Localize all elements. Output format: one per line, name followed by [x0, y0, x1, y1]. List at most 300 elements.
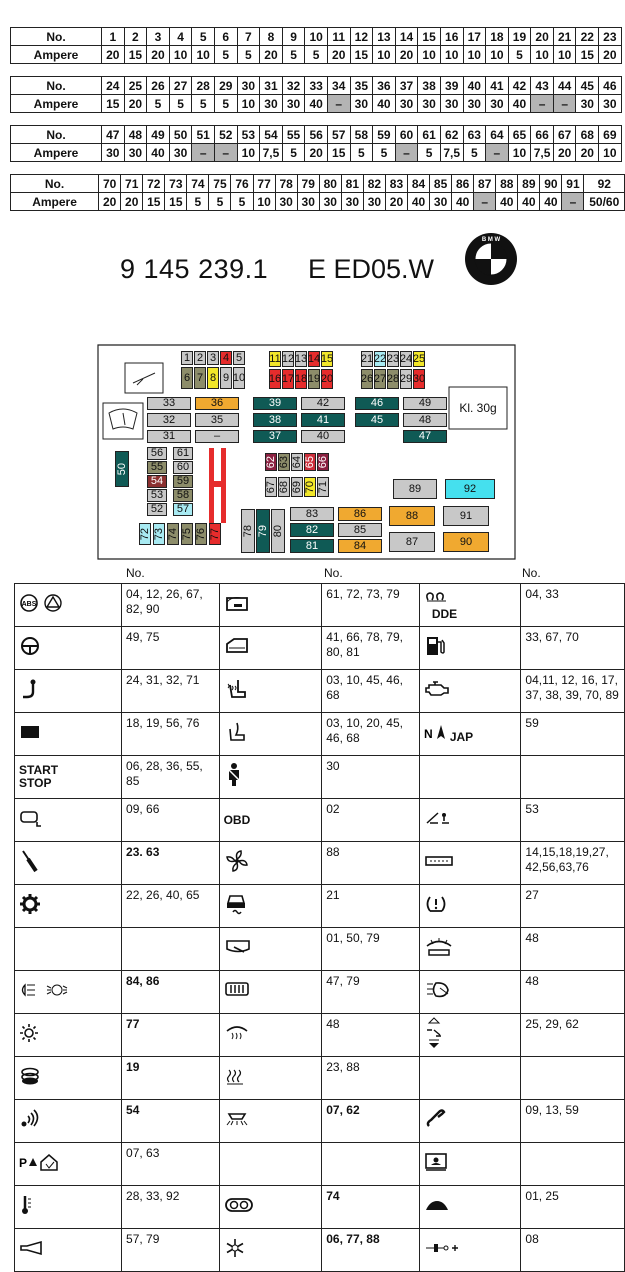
table-row [15, 756, 625, 799]
fuse-1 [181, 351, 193, 365]
ampere-cell: 5 [282, 46, 305, 64]
ampere-cell: 30 [282, 95, 305, 113]
temperature-icon [19, 1193, 35, 1221]
ampere-cell: 30 [350, 95, 373, 113]
fuse-35 [195, 413, 239, 427]
fuse-label: 89 [408, 482, 422, 495]
fuse-72 [139, 523, 151, 545]
fuse-number-cell: 29 [214, 77, 237, 95]
ampere-label: Ampere [11, 193, 99, 211]
steering-wheel-icon [19, 635, 41, 661]
table-row [15, 713, 625, 756]
function-icon-cell [219, 1186, 322, 1229]
fuse-number-cell: 39 [440, 77, 463, 95]
fuse-number-cell: 35 [350, 77, 373, 95]
fuse-list-cell: 23. 63 [122, 842, 220, 885]
fuse-list-cell: 48 [322, 1014, 420, 1057]
fuse-label: 4 [222, 351, 230, 364]
fuse-number-cell: 28 [192, 77, 215, 95]
fuse-label: 72 [138, 527, 151, 541]
ampere-cell: 20 [99, 193, 121, 211]
fuse-number-cell: 50 [169, 126, 192, 144]
table-row [15, 1057, 625, 1100]
fuse-number-cell: 74 [187, 175, 209, 193]
ampere-cell: 20 [121, 193, 143, 211]
ac-icon [224, 1237, 246, 1263]
ampere-cell: 30 [463, 95, 486, 113]
function-icon-cell [419, 842, 521, 885]
fan-icon [224, 849, 250, 877]
fuse-label: 49 [418, 397, 432, 409]
kl-30g-label: Kl. 30g [459, 401, 497, 415]
table-row [15, 627, 625, 670]
fuse-65 [304, 453, 316, 471]
ampere-cell: 20 [576, 144, 599, 162]
fuse-label: 56 [150, 447, 164, 459]
fuse-28 [387, 369, 399, 389]
fuse-12 [282, 351, 294, 367]
ampere-cell: 20 [385, 193, 407, 211]
fuse-label: 60 [176, 461, 190, 473]
fuse-63 [278, 453, 290, 471]
fuel-pump-icon [424, 634, 446, 662]
door-lock-icon [224, 593, 250, 617]
fuse-list-cell: 04, 33 [521, 584, 625, 627]
ampere-cell: 30 [124, 144, 147, 162]
fuse-number-cell: 20 [531, 28, 554, 46]
fuse-83 [290, 507, 334, 521]
function-icon-cell [15, 670, 122, 713]
fuse-number-cell: 82 [363, 175, 385, 193]
fuse-number-cell: 59 [373, 126, 396, 144]
fuse-3 [207, 351, 219, 365]
fuse-label: 90 [459, 535, 473, 548]
fuse-label: 80 [271, 524, 284, 538]
fuse-number-cell: 37 [395, 77, 418, 95]
ampere-cell: 5 [214, 95, 237, 113]
fuse-30 [413, 369, 425, 389]
fuse-53 [147, 489, 167, 502]
fuse-label: 71 [316, 480, 329, 494]
fuse-number-cell: 5 [192, 28, 215, 46]
ampere-cell: 20 [260, 46, 283, 64]
bmw-logo [464, 232, 518, 286]
fuse-list-cell: 21 [322, 885, 420, 928]
fuse-number-cell: 80 [319, 175, 341, 193]
fuse-list-cell: 06, 77, 88 [322, 1229, 420, 1272]
function-icon-cell [419, 1186, 521, 1229]
fuse-number-cell: 70 [99, 175, 121, 193]
fuse-79 [256, 509, 270, 553]
ampere-cell: 5 [237, 46, 260, 64]
fuse-number-cell: 31 [260, 77, 283, 95]
park-distance-icon [19, 1152, 75, 1176]
ampere-cell: 7,5 [440, 144, 463, 162]
ampere-cell: 30 [363, 193, 385, 211]
fuse-10 [233, 367, 245, 389]
window-icon [224, 636, 250, 660]
fuse-list-cell: 53 [521, 799, 625, 842]
ampere-cell: 5 [187, 193, 209, 211]
fuse-number-cell: 58 [350, 126, 373, 144]
fuse-label: 61 [176, 447, 190, 459]
svg-text:P: P [19, 1156, 28, 1170]
ampere-cell: 15 [350, 46, 373, 64]
fuse-list-cell: 19 [122, 1057, 220, 1100]
part-number: 9 145 239.1 [120, 254, 269, 284]
fuse-label: 83 [305, 507, 319, 520]
fuse-list-cell: 14,15,18,19,27, 42,56,63,76 [521, 842, 625, 885]
fuse-20 [321, 369, 333, 389]
fuse-14 [308, 351, 320, 367]
fuse-list-cell [122, 928, 220, 971]
table-row [15, 1143, 625, 1186]
fuse-label: 36 [210, 397, 224, 409]
fuse-number-cell: 78 [275, 175, 297, 193]
fuse-list-cell: 77 [122, 1014, 220, 1057]
fuse-38 [253, 413, 297, 427]
ampere-cell: 30 [418, 95, 441, 113]
fuse-list-cell: 08 [521, 1229, 625, 1272]
ampere-cell: – [214, 144, 237, 162]
function-icon-cell [419, 799, 521, 842]
fuse-label: 39 [268, 397, 282, 409]
fuse-21 [361, 351, 373, 367]
fuse-label: 54 [150, 475, 164, 487]
fuse-label: 12 [281, 352, 295, 365]
fuse-label: 50 [115, 462, 128, 476]
fuse-19 [308, 369, 320, 389]
fuse-number-cell: 16 [440, 28, 463, 46]
fuse-77 [209, 523, 221, 545]
column-header-2: No. [324, 566, 343, 580]
ampere-cell: 30 [260, 95, 283, 113]
fuse-number-cell: 23 [599, 28, 622, 46]
fuse-list-cell: 88 [322, 842, 420, 885]
fuse-16 [269, 369, 281, 389]
ampere-cell: 30 [275, 193, 297, 211]
fuse-88 [389, 506, 435, 526]
fuse-57 [173, 503, 193, 516]
fuse-11 [269, 351, 281, 367]
ampere-cell: – [474, 193, 496, 211]
ampere-cell: 5 [169, 95, 192, 113]
fuse-number-cell: 76 [231, 175, 253, 193]
fuse-list-cell: 47, 79 [322, 971, 420, 1014]
interior-light-icon [224, 1111, 250, 1131]
fuse-list-cell: 24, 31, 32, 71 [122, 670, 220, 713]
fuse-label: 20 [320, 372, 334, 385]
fuse-label: 88 [405, 509, 419, 522]
ampere-cell: 10 [192, 46, 215, 64]
ampere-cell: 15 [165, 193, 187, 211]
fuse-label: 15 [320, 352, 334, 365]
fuse-76 [195, 523, 207, 545]
fuse-number-cell: 12 [350, 28, 373, 46]
table-row [15, 584, 625, 627]
fuse-list-cell: 01, 25 [521, 1186, 625, 1229]
ampere-label: Ampere [11, 46, 102, 64]
fuse-26 [361, 369, 373, 389]
ampere-cell: 5 [305, 46, 328, 64]
function-icon-cell [219, 1057, 322, 1100]
fuse-29 [400, 369, 412, 389]
fuse-label: 66 [316, 455, 329, 469]
fuse-label: 52 [150, 503, 164, 515]
function-icon-cell [219, 928, 322, 971]
seat-heating-icon [224, 677, 248, 705]
fuse-73 [153, 523, 165, 545]
function-icon-cell [15, 1057, 122, 1100]
fuse-71 [317, 477, 329, 497]
fuse-7 [194, 367, 206, 389]
fuse-label: 84 [353, 539, 367, 552]
fuse-label: 92 [463, 482, 477, 495]
rear-wiper-icon [224, 937, 252, 961]
ampere-cell: 5 [373, 144, 396, 162]
ampere-cell: 5 [231, 193, 253, 211]
horn-stand-icon [424, 810, 454, 830]
fuse-75 [181, 523, 193, 545]
fuse-label: 46 [370, 397, 384, 409]
fuse-label: 26 [360, 372, 374, 385]
ampere-cell: 7,5 [531, 144, 554, 162]
fuse-4 [220, 351, 232, 365]
seatbelt-icon [224, 762, 244, 792]
ampere-cell: 10 [599, 144, 622, 162]
function-icon-cell [219, 756, 322, 799]
fuse-number-cell: 9 [282, 28, 305, 46]
fuse-list-cell [322, 1143, 420, 1186]
sunroof-icon [424, 1016, 444, 1054]
ampere-cell: 5 [508, 46, 531, 64]
fuse-number-cell: 85 [430, 175, 452, 193]
fuse-list-cell [521, 1057, 625, 1100]
fuse-label: 7 [196, 371, 204, 384]
fuse-number-cell: 2 [124, 28, 147, 46]
fuse-48 [403, 413, 447, 427]
monitor-icon [424, 1152, 448, 1176]
fuse-number-cell: 1 [102, 28, 125, 46]
fuse-label: 70 [303, 480, 316, 494]
function-icon-cell [15, 1014, 122, 1057]
amp-table-2 [10, 76, 622, 113]
ampere-cell: 30 [599, 95, 622, 113]
fuse-8 [207, 367, 219, 389]
ampere-cell: – [192, 144, 215, 162]
function-icon-cell [419, 584, 521, 627]
fuse-number-cell: 68 [576, 126, 599, 144]
fuse-9 [220, 367, 232, 389]
ampere-cell: 20 [102, 46, 125, 64]
fuse-39 [253, 397, 297, 410]
ampere-cell: 50/60 [584, 193, 625, 211]
ampere-cell: 10 [418, 46, 441, 64]
front-defrost-icon [224, 1022, 250, 1048]
fuse-label: 87 [405, 535, 419, 548]
fuse-list-cell: 07, 63 [122, 1143, 220, 1186]
fuse-label: 17 [281, 372, 295, 385]
fuse-number-cell: 8 [260, 28, 283, 46]
table-row [15, 1014, 625, 1057]
fuse-90 [443, 532, 489, 552]
fuse-label: 79 [256, 524, 269, 538]
fuse-label: 1 [183, 351, 191, 364]
ampere-cell: 5 [463, 144, 486, 162]
fuse-number-cell: 83 [385, 175, 407, 193]
fuse-80 [271, 509, 285, 553]
function-icon-cell [419, 1057, 521, 1100]
function-icon-cell [419, 971, 521, 1014]
fuse-number-cell: 86 [452, 175, 474, 193]
function-icon-cell [419, 670, 521, 713]
fuse-list-cell: 27 [521, 885, 625, 928]
ampere-cell: 20 [599, 46, 622, 64]
logo-text: B M W [481, 237, 501, 243]
ampere-cell: 40 [508, 95, 531, 113]
fuse-label: 2 [196, 351, 204, 364]
fuse-label: 3 [209, 351, 217, 364]
fuse-27 [374, 369, 386, 389]
function-icon-cell [15, 1229, 122, 1272]
fuse-label: 32 [162, 413, 176, 426]
svg-text:ABS: ABS [21, 601, 37, 608]
icon-caption: START STOP [19, 762, 59, 790]
fuse-number-cell: 52 [214, 126, 237, 144]
function-icon-cell [419, 1100, 521, 1143]
function-icon-cell [15, 799, 122, 842]
fuse-2 [194, 351, 206, 365]
fuse-number-cell: 13 [373, 28, 396, 46]
ampere-cell: 5 [418, 144, 441, 162]
function-icon-cell [219, 584, 322, 627]
fuse-label: 91 [459, 509, 473, 522]
fuse-58 [173, 489, 193, 502]
fuse-69 [291, 477, 303, 497]
fuse-62 [265, 453, 277, 471]
fuse-number-cell: 84 [407, 175, 429, 193]
function-icon-cell [15, 1186, 122, 1229]
fuse-92 [445, 479, 495, 499]
fuse-list-cell: 41, 66, 78, 79, 80, 81 [322, 627, 420, 670]
fuse-42 [301, 397, 345, 410]
fuse-number-cell: 54 [260, 126, 283, 144]
no-label: No. [11, 77, 102, 95]
fuse-label: 24 [399, 352, 413, 365]
fuse-number-cell: 90 [540, 175, 562, 193]
ampere-cell: 20 [124, 95, 147, 113]
fuse-label: 31 [162, 430, 176, 442]
fuse-label: 6 [183, 371, 191, 384]
fuse-list-cell: 59 [521, 713, 625, 756]
fuse-number-cell: 67 [553, 126, 576, 144]
svg-text:N: N [423, 727, 433, 741]
fuse-list-cell: 61, 72, 73, 79 [322, 584, 420, 627]
ampere-cell: 10 [531, 46, 554, 64]
fuse-number-cell: 64 [486, 126, 509, 144]
table-row [15, 928, 625, 971]
ampere-cell: 30 [430, 193, 452, 211]
ampere-cell: 20 [553, 144, 576, 162]
fuse-list-cell [521, 1143, 625, 1186]
ampere-cell: 30 [102, 144, 125, 162]
ampere-cell: 40 [518, 193, 540, 211]
fuse-label: 11 [269, 352, 281, 365]
fuse-label: 63 [277, 455, 290, 469]
fuse-45 [355, 413, 399, 427]
fuse-68 [278, 477, 290, 497]
fuse-52 [147, 503, 167, 516]
fuse-number-cell: 53 [237, 126, 260, 144]
table-row [15, 885, 625, 928]
fuse-label: 16 [268, 372, 282, 385]
fuse-list-cell: 57, 79 [122, 1229, 220, 1272]
fuse-label: 10 [232, 371, 246, 384]
socket-icon [424, 1242, 460, 1258]
fuse-label: 55 [150, 461, 164, 473]
ampere-cell: 10 [237, 144, 260, 162]
fuse-84 [338, 539, 382, 553]
fuse-list-cell: 07, 62 [322, 1100, 420, 1143]
fuse-label: 28 [386, 372, 400, 385]
fuse-number-cell: 77 [253, 175, 275, 193]
ampere-cell: 30 [576, 95, 599, 113]
function-icon-cell [15, 885, 122, 928]
fuse-66 [317, 453, 329, 471]
fuse-number-cell: 87 [474, 175, 496, 193]
ampere-cell: 30 [486, 95, 509, 113]
ampere-cell: 5 [282, 144, 305, 162]
fuse-78 [241, 509, 255, 553]
table-row [15, 1100, 625, 1143]
fuse-label: 9 [222, 371, 230, 384]
fuse-label: 47 [418, 430, 432, 442]
ampere-cell: 40 [540, 193, 562, 211]
glow-plug-icon [424, 590, 454, 608]
fuse-number-cell: 15 [418, 28, 441, 46]
fuse-list-cell: 02 [322, 799, 420, 842]
function-icon-cell [219, 1100, 322, 1143]
fuse-list-cell: 84, 86 [122, 971, 220, 1014]
fuse-label: 40 [316, 430, 330, 442]
ampere-label: Ampere [11, 95, 102, 113]
ampere-cell: 10 [508, 144, 531, 162]
fuse-number-cell: 30 [237, 77, 260, 95]
fuse-label: 73 [152, 527, 165, 541]
ampere-cell: 15 [327, 144, 350, 162]
function-icon-cell [15, 627, 122, 670]
ampere-cell: 30 [169, 144, 192, 162]
fuse-33 [147, 397, 191, 410]
fuse-number-cell: 45 [576, 77, 599, 95]
function-icon-cell [219, 842, 322, 885]
fuse-number-cell: 57 [327, 126, 350, 144]
function-icon-cell [219, 713, 322, 756]
fuse-list-cell: 09, 66 [122, 799, 220, 842]
fuse-number-cell: 10 [305, 28, 328, 46]
fuse-list-cell: 74 [322, 1186, 420, 1229]
function-icon-cell [219, 1014, 322, 1057]
fuse-list-cell: 03, 10, 45, 46, 68 [322, 670, 420, 713]
amp-table-4 [10, 174, 625, 211]
fuse-label: 69 [290, 480, 303, 494]
fuse-list-cell [521, 756, 625, 799]
fuse-number-cell: 6 [214, 28, 237, 46]
fuse-number-cell: 71 [121, 175, 143, 193]
fuse-label: 81 [305, 539, 319, 552]
ampere-cell: 7,5 [260, 144, 283, 162]
ampere-cell: 5 [209, 193, 231, 211]
